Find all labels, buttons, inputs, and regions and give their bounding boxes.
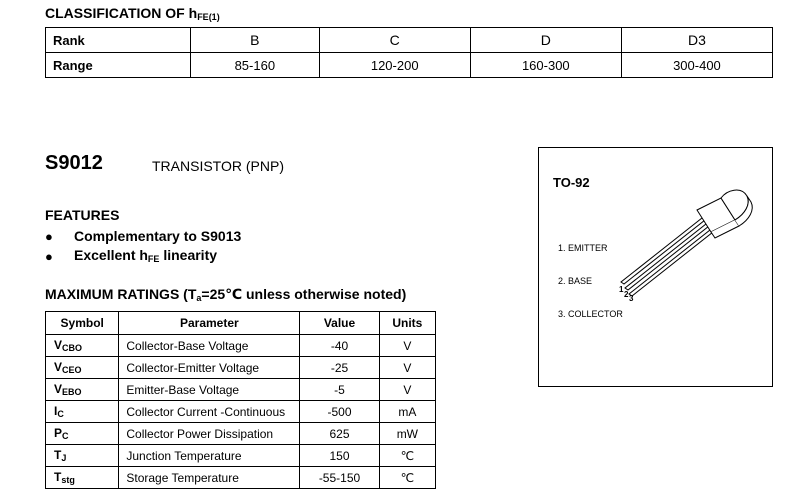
unit-cell: ℃	[379, 445, 435, 467]
value-cell: 625	[300, 423, 379, 445]
feature-item: Excellent $h_{FE}$ linearity	[74, 247, 218, 264]
rank-cell: D	[470, 28, 621, 53]
value-cell: -25	[300, 357, 379, 379]
feature-item: Complementary to S9013	[74, 228, 242, 244]
classification-table	[45, 27, 773, 78]
rank-label: Rank	[46, 28, 191, 53]
parameter-cell: Junction Temperature	[119, 445, 300, 467]
parameter-cell: Emitter-Base Voltage	[119, 379, 300, 401]
value-cell: -5	[300, 379, 379, 401]
pin-number: 3	[629, 294, 634, 303]
symbol-cell: $V_{CBO}$	[46, 335, 119, 357]
bullet-icon: ●	[45, 249, 53, 264]
table-row	[46, 401, 436, 423]
ratings-table	[45, 311, 436, 489]
table-row	[46, 335, 436, 357]
unit-cell: V	[379, 379, 435, 401]
classification-title: CLASSIFICATION OF $h_{FE(1)}$	[45, 5, 220, 22]
symbol-cell: $V_{CEO}$	[46, 357, 119, 379]
part-type: TRANSISTOR (PNP)	[152, 158, 284, 174]
column-header: Units	[379, 312, 435, 335]
range-cell: 160-300	[470, 53, 621, 78]
symbol-cell: $V_{EBO}$	[46, 379, 119, 401]
column-header: Parameter	[119, 312, 300, 335]
table-row	[46, 467, 436, 489]
rank-cell: C	[319, 28, 470, 53]
table-row	[46, 445, 436, 467]
range-label: Range	[46, 53, 191, 78]
value-cell: -500	[300, 401, 379, 423]
symbol-cell: $P_C$	[46, 423, 119, 445]
table-row	[46, 28, 773, 53]
parameter-cell: Collector-Emitter Voltage	[119, 357, 300, 379]
table-row	[46, 379, 436, 401]
range-cell: 120-200	[319, 53, 470, 78]
part-number: S9012	[45, 152, 103, 174]
parameter-cell: Storage Temperature	[119, 467, 300, 489]
value-cell: -55-150	[300, 467, 379, 489]
unit-cell: mA	[379, 401, 435, 423]
bullet-icon: ●	[45, 229, 53, 244]
unit-cell: V	[379, 357, 435, 379]
value-cell: 150	[300, 445, 379, 467]
symbol-cell: $T_{stg}$	[46, 467, 119, 489]
rank-cell: B	[191, 28, 320, 53]
pin-label-collector: 3. COLLECTOR	[558, 309, 623, 319]
parameter-cell: Collector-Base Voltage	[119, 335, 300, 357]
table-row	[46, 53, 773, 78]
to92-package-icon	[539, 148, 772, 386]
value-cell: -40	[300, 335, 379, 357]
symbol-cell: $T_J$	[46, 445, 119, 467]
rank-cell: D3	[621, 28, 772, 53]
pin-label-emitter: 1. EMITTER	[558, 243, 608, 253]
parameter-cell: Collector Current -Continuous	[119, 401, 300, 423]
parameter-cell: Collector Power Dissipation	[119, 423, 300, 445]
package-box	[538, 147, 773, 387]
column-header: Symbol	[46, 312, 119, 335]
table-row	[46, 423, 436, 445]
unit-cell: mW	[379, 423, 435, 445]
pin-label-base: 2. BASE	[558, 276, 593, 286]
unit-cell: V	[379, 335, 435, 357]
range-cell: 300-400	[621, 53, 772, 78]
ratings-heading: MAXIMUM RATINGS ($T_a=25℃$ unless otherwise noted)	[45, 286, 407, 303]
pin-number: 2	[624, 290, 629, 299]
symbol-cell: $I_C$	[46, 401, 119, 423]
package-name: TO-92	[553, 175, 590, 190]
features-heading: FEATURES	[45, 207, 120, 223]
unit-cell: ℃	[379, 467, 435, 489]
pin-number: 1	[619, 285, 624, 294]
range-cell: 85-160	[191, 53, 320, 78]
column-header: Value	[300, 312, 379, 335]
table-row	[46, 357, 436, 379]
table-header-row	[46, 312, 436, 335]
